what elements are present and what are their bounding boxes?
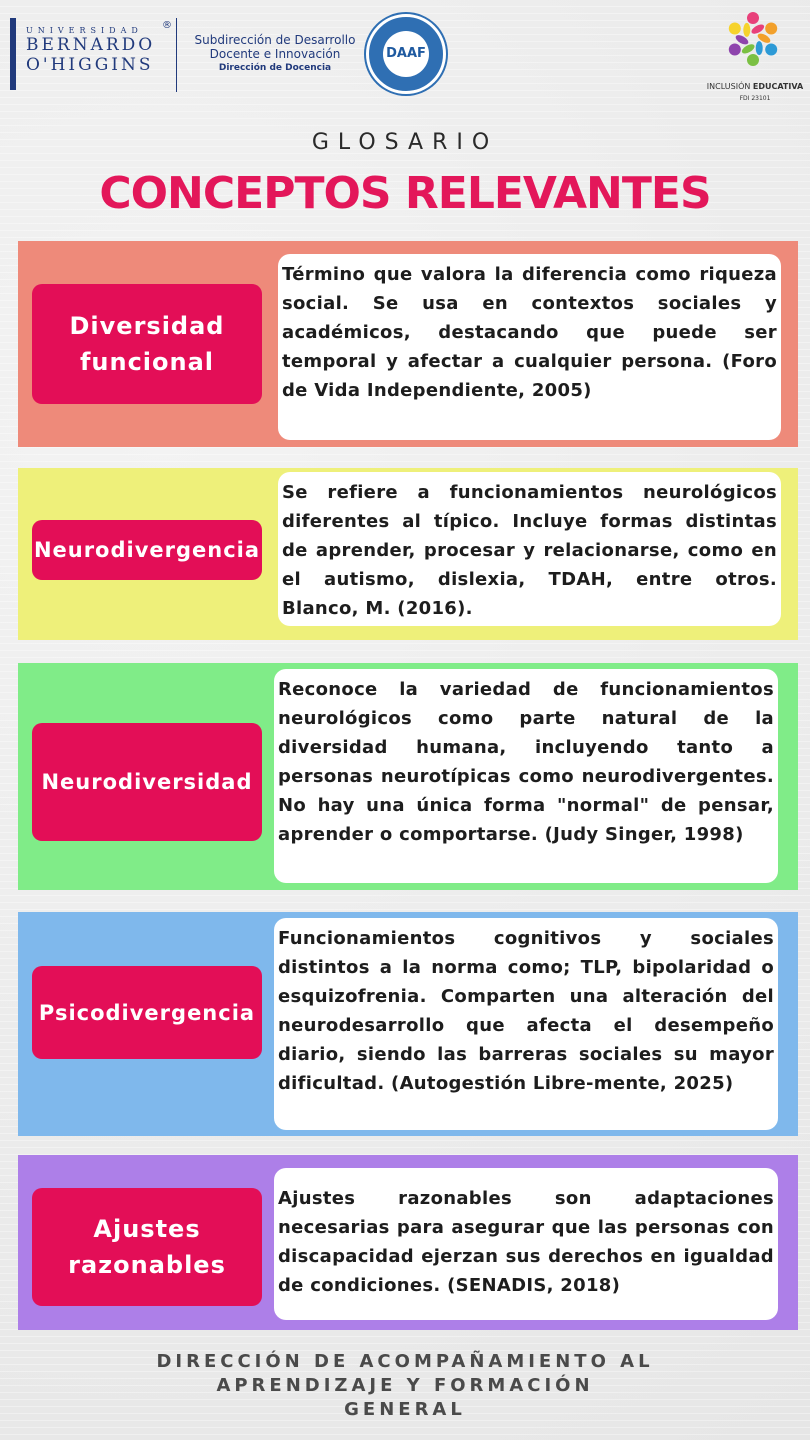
concept-card-neurodiversidad [18, 663, 798, 890]
person-arm [743, 23, 750, 37]
concept-definition: Ajustes razonables son adaptaciones necesarias para asegurar que las personas con discapacidad ejerzan sus derechos en igualdad de condiciones. (SENADIS, 2018) [274, 1168, 778, 1320]
concept-card-neurodivergencia [18, 468, 798, 640]
person-head [729, 44, 741, 56]
daaf-seal-center [383, 31, 429, 77]
concept-term-line2: funcional [79, 348, 215, 376]
inclusion-logo [700, 6, 810, 106]
page-title: CONCEPTOS RELEVANTES [99, 168, 711, 219]
subdireccion-line3: Dirección de Docencia [218, 63, 332, 73]
footer [0, 1350, 810, 1422]
page-eyebrow: GLOSARIO [311, 130, 499, 155]
person-head [747, 12, 759, 24]
registered-mark: ® [162, 20, 172, 31]
concept-term-line1: Neurodiversidad [41, 770, 253, 794]
person-head [729, 23, 741, 35]
concept-term [32, 284, 262, 404]
header [0, 0, 810, 120]
person-arm [740, 42, 756, 55]
concept-card-ajustes-razonables [18, 1155, 798, 1330]
footer-line2: APRENDIZAJE Y FORMACIÓN [216, 1375, 594, 1396]
subdireccion-line2: Docente e Innovación [209, 47, 341, 61]
inclusion-code: FDI 23101 [739, 95, 771, 102]
person-arm [750, 23, 766, 36]
inclusion-label-light: INCLUSIÓN [706, 82, 751, 91]
subdireccion-block [190, 33, 360, 75]
concept-term [32, 723, 262, 841]
concept-term-line2: razonables [68, 1251, 226, 1279]
subdireccion-line1: Subdirección de Desarrollo [194, 33, 356, 47]
person-head [747, 54, 759, 66]
inclusion-people-icon [720, 6, 786, 72]
person-arm [756, 41, 763, 55]
university-top: UNIVERSIDAD [26, 26, 143, 35]
concept-term [32, 1188, 262, 1306]
university-logo-bar [10, 18, 16, 90]
university-logo-text [26, 26, 155, 75]
university-line1: BERNARDO [26, 35, 156, 55]
university-line2: O'HIGGINS [26, 55, 154, 75]
daaf-seal [366, 14, 446, 94]
person-head [765, 23, 777, 35]
concept-term-line1: Neurodivergencia [33, 538, 261, 562]
footer-line3: GENERAL [344, 1399, 466, 1420]
daaf-seal-word: DAAF [386, 46, 426, 61]
university-logo [10, 14, 180, 94]
concept-term-line1: Ajustes [93, 1215, 201, 1243]
inclusion-label [700, 82, 810, 91]
concept-definition: Se refiere a funcionamientos neurológicos diferentes al típico. Incluye formas distintas de aprender, procesar y relacionarse, como en el autismo, dislexia, TDAH, entre otros. Blanco, M. (2016). [278, 472, 781, 626]
concept-term-line1: Psicodivergencia [38, 1000, 256, 1025]
inclusion-label-bold: EDUCATIVA [752, 82, 804, 91]
concept-term-line1: Diversidad [69, 312, 225, 340]
header-divider [176, 18, 177, 92]
concept-definition: Término que valora la diferencia como riqueza social. Se usa en contextos sociales y académicos, destacando que puede ser temporal y afectar a cualquier persona. (Foro de Vida Independiente, 2005) [278, 254, 781, 440]
footer-line1: DIRECCIÓN DE ACOMPAÑAMIENTO AL [156, 1351, 654, 1372]
person-head [765, 44, 777, 56]
concept-definition: Funcionamientos cognitivos y sociales distintos a la norma como; TLP, bipolaridad o esquizofrenia. Comparten una alteración del neurodesarrollo que afecta el desempeño diario, siendo las barreras sociales su mayor dificultad. (Autogestión Libre-mente, 2025) [274, 918, 778, 1130]
concept-term [32, 520, 262, 580]
concept-definition: Reconoce la variedad de funcionamientos neurológicos como parte natural de la diversidad humana, incluyendo tanto a personas neurotípicas como neurodivergentes. No hay una única forma "normal" de pensar, aprender o comportarse. (Judy Singer, 1998) [274, 669, 778, 883]
concept-term [32, 966, 262, 1059]
concept-card-diversidad-funcional [18, 241, 798, 447]
concept-card-psicodivergencia [18, 912, 798, 1136]
